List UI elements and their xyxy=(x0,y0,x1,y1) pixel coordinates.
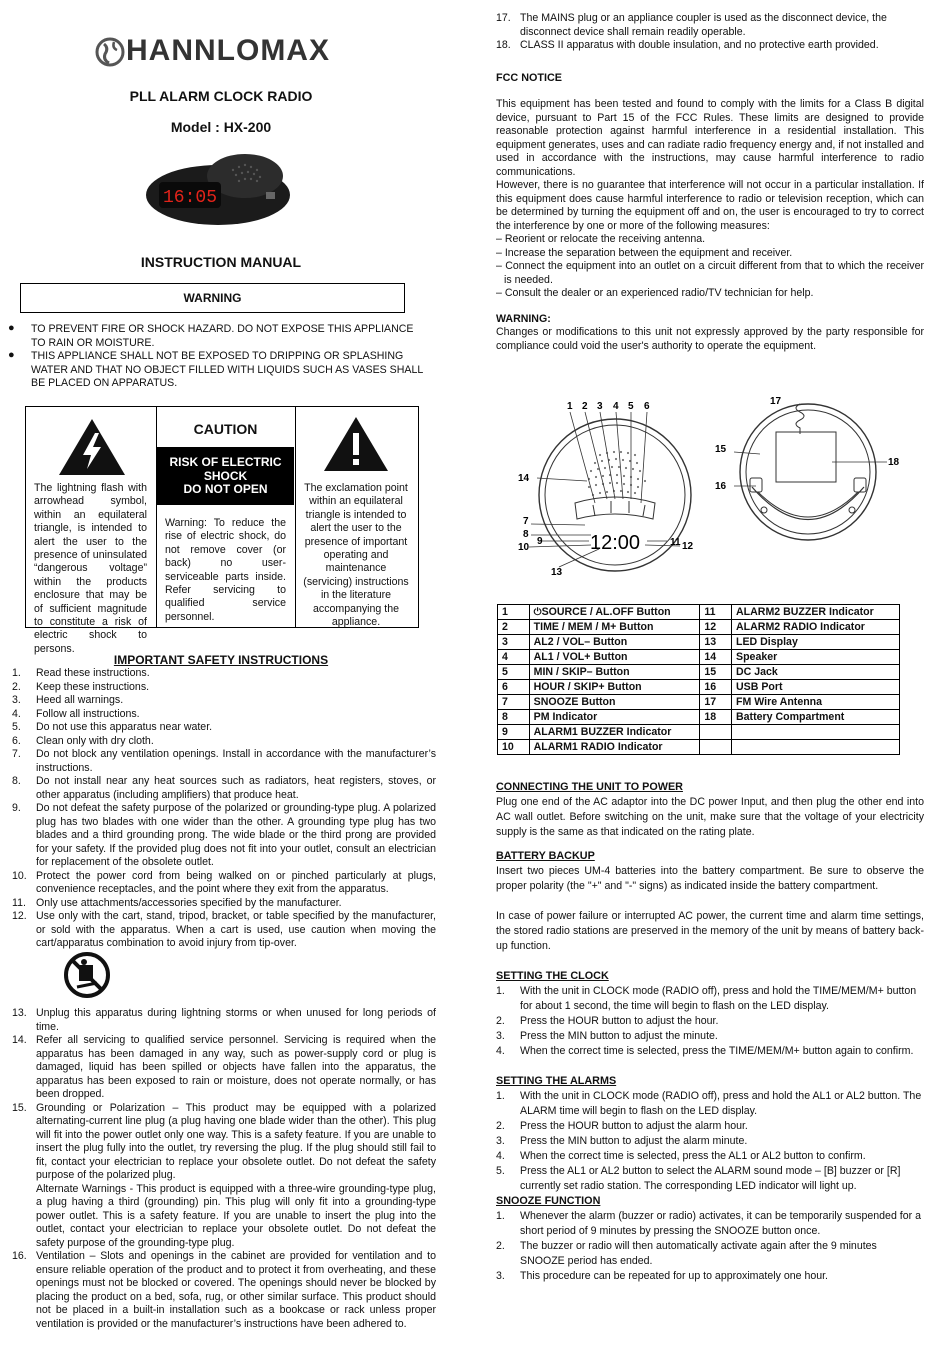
safety-list-a xyxy=(12,667,436,951)
list-item xyxy=(12,694,436,708)
item-number: 3. xyxy=(12,694,21,706)
warning-bullet-1: TO PREVENT FIRE OR SHOCK HAZARD. DO NOT EXPOSE THIS APPLIANCE TO RAIN OR MOISTURE. xyxy=(31,323,414,349)
cell-text: 9 xyxy=(502,726,508,738)
part-name-cell xyxy=(732,665,900,680)
item-number: 2. xyxy=(496,1120,505,1132)
part-number-cell xyxy=(498,710,530,725)
item-text: Press the AL1 or AL2 button to select the ALARM sound mode – [B] buzzer or [R] currently set radio station. The corresponding LED indicator will light up. xyxy=(520,1165,901,1192)
cell-text: Speaker xyxy=(736,651,778,663)
item-number: 1. xyxy=(496,985,505,997)
part-number-cell xyxy=(498,680,530,695)
list-item xyxy=(12,1034,436,1102)
item-number: 1. xyxy=(496,1090,505,1102)
product-title: PLL ALARM CLOCK RADIO xyxy=(129,88,313,104)
cell-text: SNOOZE Button xyxy=(533,696,616,708)
item-text: Refer all servicing to qualified service personnel. Servicing is required when the apparatus has been damaged in any way, such as power-supply cord or plug is damaged, liquid has been spilled or objects have fallen into the apparatus, the apparatus has been exposed to rain or moisture, does not operate normally, or has been dropped. xyxy=(36,1034,436,1100)
back-diagram xyxy=(712,392,907,542)
cell-text: 4 xyxy=(502,651,508,663)
item-number: 2. xyxy=(496,1240,505,1252)
table-row xyxy=(498,635,900,650)
part-name-cell xyxy=(732,605,900,620)
item-number: 10. xyxy=(12,869,27,882)
label-4: 4 xyxy=(613,401,619,412)
caution-title: CAUTION xyxy=(193,421,258,437)
list-item xyxy=(12,870,436,897)
cell-text: USB Port xyxy=(736,681,783,693)
item-number: 11. xyxy=(12,896,26,909)
part-number-cell xyxy=(700,695,732,710)
item-text: When the correct time is selected, press the TIME/MEM/M+ button again to confirm. xyxy=(520,1045,914,1057)
product-photo xyxy=(143,150,293,230)
table-row xyxy=(498,680,900,695)
part-number-cell xyxy=(700,620,732,635)
cell-text: 1 xyxy=(502,606,508,618)
item-number: 6. xyxy=(12,734,21,747)
part-name-cell xyxy=(732,635,900,650)
label-18: 18 xyxy=(888,457,900,468)
item-text: Clean only with dry cloth. xyxy=(36,734,154,747)
table-row xyxy=(498,695,900,710)
item-text: Only use attachments/accessories specified by the manufacturer. xyxy=(36,896,342,909)
item-number: 13. xyxy=(12,1007,27,1019)
photo-display-digits: 16:05 xyxy=(162,188,218,208)
fcc-measure-2: – Increase the separation between the equipment and receiver. xyxy=(496,246,793,259)
item-text: Follow all instructions. xyxy=(36,707,140,720)
item-text: Do not install near any heat sources such as radiators, heat registers, stoves, or other apparatus (including amplifiers) that produce heat. xyxy=(36,775,436,801)
diagram-display: 12:00 xyxy=(589,532,641,554)
label-2: 2 xyxy=(582,401,588,412)
cell-text: MIN / SKIP– Button xyxy=(533,666,630,678)
label-9: 9 xyxy=(537,536,543,547)
label-8: 8 xyxy=(523,529,529,540)
connect-text: Plug one end of the AC adaptor into the DC power Input, and then plug the other end into AC wall outlet. Before switching on the unit, make sure that the voltage of your electricity supply is the same as that indicated on the rating plate. xyxy=(496,796,924,838)
item-text: Press the MIN button to adjust the alarm minute. xyxy=(520,1135,748,1147)
label-17: 17 xyxy=(770,396,782,407)
safety-list-b xyxy=(12,1007,436,1331)
item-number: 7. xyxy=(12,748,21,760)
item-number: 3. xyxy=(496,1030,505,1042)
parts-table xyxy=(497,604,900,755)
bullet-icon: ● xyxy=(8,322,15,334)
list-item xyxy=(496,1119,924,1134)
fcc-warning-heading: WARNING: xyxy=(496,312,551,325)
list-item xyxy=(496,1149,924,1164)
cell-text: 12 xyxy=(704,621,717,633)
cell-text: DC Jack xyxy=(736,666,778,678)
list-item xyxy=(496,12,924,39)
cell-text: LED Display xyxy=(736,636,798,648)
warning-bullets xyxy=(8,323,428,391)
cell-text: FM Wire Antenna xyxy=(736,696,823,708)
label-15: 15 xyxy=(715,444,727,455)
cell-text: ALARM2 RADIO Indicator xyxy=(736,621,865,633)
list-item xyxy=(12,910,436,951)
cell-text: 16 xyxy=(704,681,717,693)
fcc-paragraph-1: This equipment has been tested and found to comply with the limits for a Class B digital device, pursuant to Part 15 of the FCC Rules. These limits are designed to provide reasonable protection against harmful interference in a residential installation. This equipment generates, uses and can radiate radio frequency energy and, if not installed and used in accordance with the instructions, may cause harmful interference to radio communications. xyxy=(496,98,924,178)
warning-box-label: WARNING xyxy=(183,291,242,305)
safety-heading: IMPORTANT SAFETY INSTRUCTIONS xyxy=(113,653,329,667)
part-name-cell xyxy=(732,620,900,635)
item-number: 1. xyxy=(496,1210,505,1222)
part-name-cell xyxy=(529,620,700,635)
item-number: 8. xyxy=(12,775,21,787)
list-item xyxy=(496,1089,924,1119)
list-item xyxy=(12,681,436,695)
label-10: 10 xyxy=(518,542,530,553)
item-text: The MAINS plug or an appliance coupler is used as the disconnect device, the disconnect device shall remain readily operable. xyxy=(520,12,887,38)
clock-heading: SETTING THE CLOCK xyxy=(496,970,609,982)
list-item xyxy=(496,1044,924,1059)
item-number: 2. xyxy=(12,680,21,693)
list-item xyxy=(496,1209,924,1239)
item-number: 4. xyxy=(496,1045,505,1057)
cell-text: 7 xyxy=(502,696,508,708)
item-text: When the correct time is selected, press the AL1 or AL2 button to confirm. xyxy=(520,1150,866,1162)
cell-text: 11 xyxy=(704,606,716,618)
cell-text: ALARM1 BUZZER Indicator xyxy=(533,726,672,738)
list-item xyxy=(496,1164,924,1194)
lightning-warning-icon xyxy=(57,417,127,477)
item-number: 16. xyxy=(12,1250,27,1262)
part-number-cell xyxy=(498,605,530,620)
item-number: 18. xyxy=(496,39,511,51)
list-item xyxy=(12,775,436,802)
list-item xyxy=(496,1269,924,1284)
list-item xyxy=(496,1029,924,1044)
cell-text: 6 xyxy=(502,681,508,693)
cell-text: 2 xyxy=(502,621,508,633)
list-item xyxy=(496,1239,924,1269)
part-name-cell xyxy=(529,710,700,725)
list-item xyxy=(12,735,436,749)
model-title: Model : HX-200 xyxy=(170,119,272,135)
part-name-cell xyxy=(732,650,900,665)
cell-text: 10 xyxy=(502,741,514,753)
manual-title: INSTRUCTION MANUAL xyxy=(140,254,302,270)
label-16: 16 xyxy=(715,481,727,492)
part-name-cell xyxy=(732,710,900,725)
cart-warning-icon xyxy=(63,951,111,999)
part-name-cell xyxy=(529,740,700,755)
table-row xyxy=(498,620,900,635)
item-text: Protect the power cord from being walked on or pinched particularly at plugs, convenience receptacles, and the point where they exit from the apparatus. xyxy=(36,869,436,895)
caution-banner: RISK OF ELECTRIC SHOCK DO NOT OPEN xyxy=(157,447,294,505)
item-text: Use only with the cart, stand, tripod, bracket, or table specified by the manufacturer, or sold with the apparatus. When a cart is used, use caution when moving the cart/apparatus combination to avoid injury from tip-over. xyxy=(36,910,436,949)
snooze-steps xyxy=(496,1209,924,1284)
item-number: 5. xyxy=(496,1165,505,1177)
label-13: 13 xyxy=(551,567,563,578)
battery-heading: BATTERY BACKUP xyxy=(496,850,595,862)
cell-text: 8 xyxy=(502,711,508,723)
cell-text: ALARM2 BUZZER Indicator xyxy=(736,606,874,618)
fcc-measure-4: – Consult the dealer or an experienced radio/TV technician for help. xyxy=(496,287,814,299)
alarm-steps xyxy=(496,1089,924,1194)
label-12: 12 xyxy=(682,541,694,552)
power-icon: ⏻ xyxy=(533,607,542,618)
cell-text: 3 xyxy=(502,636,508,648)
cell-text: Battery Compartment xyxy=(736,711,845,723)
disconnect-items xyxy=(496,12,924,53)
list-item xyxy=(12,897,436,911)
list-item xyxy=(12,1102,436,1251)
item-number: 14. xyxy=(12,1034,27,1046)
list-item xyxy=(12,1250,436,1331)
item-number: 15. xyxy=(12,1101,27,1114)
item-number: 4. xyxy=(12,707,21,720)
brand-logo xyxy=(95,34,350,70)
bullet-icon: ● xyxy=(8,349,15,361)
item-text: Keep these instructions. xyxy=(36,680,150,693)
item-text: The buzzer or radio will then automatically activate again after the 9 minutes SNOOZE period has ended. xyxy=(520,1240,877,1267)
table-row xyxy=(498,740,900,755)
part-number-cell xyxy=(498,665,530,680)
part-number-cell xyxy=(498,650,530,665)
part-number-cell xyxy=(700,725,732,740)
item-text: Do not use this apparatus near water. xyxy=(36,721,213,733)
list-item xyxy=(12,721,436,735)
label-14: 14 xyxy=(518,473,530,484)
item-text: With the unit in CLOCK mode (RADIO off), press and hold the TIME/MEM/M+ button for about 1 second, the time will begin to flash on the LED display. xyxy=(520,985,917,1012)
item-number: 17. xyxy=(496,12,511,24)
caution-box xyxy=(25,406,419,655)
cell-text: 15 xyxy=(704,666,717,678)
front-diagram xyxy=(515,395,705,580)
item-text: Read these instructions. xyxy=(36,667,150,679)
label-3: 3 xyxy=(597,401,603,412)
label-11: 11 xyxy=(670,537,681,548)
part-name-cell xyxy=(529,605,700,620)
list-item xyxy=(12,708,436,722)
list-item xyxy=(496,39,924,53)
table-row xyxy=(498,605,900,620)
cell-text: SOURCE / AL.OFF Button xyxy=(541,606,671,618)
label-7: 7 xyxy=(523,516,529,527)
item-text: Do not block any ventilation openings. Install in accordance with the manufacturer’s instructions. xyxy=(36,748,436,774)
item-text: Press the HOUR button to adjust the hour. xyxy=(520,1015,719,1027)
cell-text: HOUR / SKIP+ Button xyxy=(533,681,642,693)
part-number-cell xyxy=(498,725,530,740)
exclamation-warning-icon xyxy=(322,415,390,473)
item-number: 3. xyxy=(496,1135,505,1147)
part-name-cell xyxy=(529,680,700,695)
fcc-body xyxy=(496,98,924,353)
part-number-cell xyxy=(700,740,732,755)
part-number-cell xyxy=(498,695,530,710)
table-row xyxy=(498,650,900,665)
cell-text: AL2 / VOL– Button xyxy=(533,636,628,648)
globe-icon xyxy=(95,36,125,68)
part-name-cell xyxy=(732,740,900,755)
item-text: Grounding or Polarization – This product may be equipped with a polarized alternating-current line plug (a plug having one blade wider than the other). This plug will fit into the power outlet only one way. This is a safety feature. If you are unable to insert the plug fully into the outlet, try reversing the plug. If the plug should still fail to fit, contact your electrician to replace your obsolete outlet. Do not defeat the safety purpose of the polarized plug. Alternate Warnings - This product is equipped with a three-wire grounding-type plug, a plug having a third (grounding) pin. This plug will only fit into a grounding-type power outlet. This is a safety feature. If you are unable to insert the plug into the outlet, contact your electrician to replace your obsolete outlet. Do not defeat the safety purpose of the grounding-type plug. xyxy=(36,1101,436,1249)
list-item xyxy=(496,1014,924,1029)
clock-steps xyxy=(496,984,924,1059)
item-text: This procedure can be repeated for up to approximately one hour. xyxy=(520,1270,828,1282)
item-number: 2. xyxy=(496,1015,505,1027)
fcc-measure-3: – Connect the equipment into an outlet on a circuit different from that to which the receiver is needed. xyxy=(496,260,924,286)
fcc-paragraph-2: However, there is no guarantee that interference will not occur in a particular installation. If this equipment does cause harmful interference to radio or television reception, which can be determined by turning the equipment off and on, the user is encouraged to try to correct the interference by one or more of the following measures: xyxy=(496,179,924,232)
connect-heading: CONNECTING THE UNIT TO POWER xyxy=(496,781,683,793)
cell-text: 13 xyxy=(704,636,717,648)
warning-box xyxy=(20,283,405,313)
part-name-cell xyxy=(732,695,900,710)
item-text: With the unit in CLOCK mode (RADIO off), press and hold the AL1 or AL2 button. The ALARM time will begin to flash on the LED display. xyxy=(520,1090,922,1117)
item-number: 9. xyxy=(12,802,21,814)
caution-left-text: The lightning flash with arrowhead symbol, within an equilateral triangle, is intended to alert the user to the presence of uninsulated “dangerous voltage” within the products enclosure that may be of sufficient magnitude to constitute a risk of electric shock to persons. xyxy=(34,482,147,655)
part-name-cell xyxy=(732,680,900,695)
list-item xyxy=(12,1007,436,1034)
battery-paragraph-1: Insert two pieces UM-4 batteries into the battery compartment. Be sure to observe the proper polarity (the "+" and "-" signs) as indicated inside the battery compartment. xyxy=(496,865,924,892)
list-item xyxy=(496,1134,924,1149)
part-number-cell xyxy=(700,710,732,725)
cell-text: TIME / MEM / M+ Button xyxy=(533,621,654,633)
item-text: Unplug this apparatus during lightning storms or when unused for long periods of time. xyxy=(36,1007,436,1033)
part-name-cell xyxy=(529,665,700,680)
part-name-cell xyxy=(732,725,900,740)
item-number: 1. xyxy=(12,667,21,679)
part-name-cell xyxy=(529,725,700,740)
part-number-cell xyxy=(700,650,732,665)
fcc-warning-text: Changes or modifications to this unit not expressly approved by the party responsible for compliance could void the user's authority to operate the equipment. xyxy=(496,326,924,352)
part-name-cell xyxy=(529,695,700,710)
table-row xyxy=(498,710,900,725)
item-text: Press the MIN button to adjust the minute. xyxy=(520,1030,718,1042)
part-name-cell xyxy=(529,635,700,650)
snooze-heading: SNOOZE FUNCTION xyxy=(496,1195,601,1207)
item-text: CLASS II apparatus with double insulation, and no protective earth provided. xyxy=(520,39,879,51)
list-item xyxy=(12,667,436,681)
instructions xyxy=(496,780,924,1284)
warning-bullet-2: THIS APPLIANCE SHALL NOT BE EXPOSED TO DRIPPING OR SPLASHING WATER AND THAT NO OBJECT FILLED WITH LIQUIDS SUCH AS VASES SHALL BE PLACED ON APPARATUS. xyxy=(31,350,423,389)
table-row xyxy=(498,665,900,680)
part-number-cell xyxy=(700,605,732,620)
cell-text: 18 xyxy=(704,711,717,723)
item-text: Ventilation – Slots and openings in the cabinet are provided for ventilation and to ensure reliable operation of the product and to protect it from overheating, and these openings must not be blocked or covered. The openings should never be blocked by placing the product on a bed, sofa, rug, or other similar surface. This product should not be placed in a built-in installation such as a bookcase or rack unless proper ventilation is provided or the manufacturer’s instructions have been adhered to. xyxy=(36,1250,436,1330)
item-text: Whenever the alarm (buzzer or radio) activates, it can be temporarily suspended for a short period of 9 minutes by pressing the SNOOZE button once. xyxy=(520,1210,921,1237)
cell-text: ALARM1 RADIO Indicator xyxy=(533,741,663,753)
item-text: Heed all warnings. xyxy=(36,694,124,706)
fcc-measure-1: – Reorient or relocate the receiving antenna. xyxy=(496,233,706,245)
item-text: Press the HOUR button to adjust the alarm hour. xyxy=(520,1120,748,1132)
item-number: 5. xyxy=(12,721,21,733)
item-text: Do not defeat the safety purpose of the polarized or grounding-type plug. A polarized plug has two blades with one wider than the other. A grounding type plug has two blades and a third grounding prong. The wide blade or the third prong are provided for your safety. If the provided plug does not fit into your outlet, consult an electrician for replacement of the obsolete outlet. xyxy=(36,802,436,868)
label-6: 6 xyxy=(644,401,650,412)
label-1: 1 xyxy=(567,401,573,412)
brand-name: HANNLOMAX xyxy=(126,34,330,67)
part-number-cell xyxy=(498,740,530,755)
battery-paragraph-2: In case of power failure or interrupted AC power, the current time and alarm time settings, the stored radio stations are preserved in the memory of the unit by means of battery back-up function. xyxy=(496,910,924,952)
alarms-heading: SETTING THE ALARMS xyxy=(496,1075,617,1087)
part-number-cell xyxy=(498,635,530,650)
part-number-cell xyxy=(498,620,530,635)
cell-text: 17 xyxy=(704,696,717,708)
caution-right-text: The exclamation point within an equilateral triangle is intended to alert the user to the presence of important operating and maintenance (servicing) instructions in the literature accompanying the appliance. xyxy=(303,482,409,629)
caution-middle-text: Warning: To reduce the rise of electric shock, do not remove cover (or back) no user-serviceable parts inside. Refer servicing to qualified service personnel. xyxy=(165,517,286,623)
table-row xyxy=(498,725,900,740)
list-item xyxy=(12,748,436,775)
part-number-cell xyxy=(700,680,732,695)
cell-text: PM Indicator xyxy=(533,711,598,723)
label-5: 5 xyxy=(628,401,634,412)
part-number-cell xyxy=(700,635,732,650)
cell-text: 14 xyxy=(704,651,717,663)
cell-text: 5 xyxy=(502,666,508,678)
fcc-heading: FCC NOTICE xyxy=(496,72,562,84)
part-number-cell xyxy=(700,665,732,680)
part-name-cell xyxy=(529,650,700,665)
list-item xyxy=(496,984,924,1014)
item-number: 4. xyxy=(496,1150,505,1162)
list-item xyxy=(12,802,436,870)
cell-text: AL1 / VOL+ Button xyxy=(533,651,628,663)
item-number: 12. xyxy=(12,910,27,922)
item-number: 3. xyxy=(496,1270,505,1282)
